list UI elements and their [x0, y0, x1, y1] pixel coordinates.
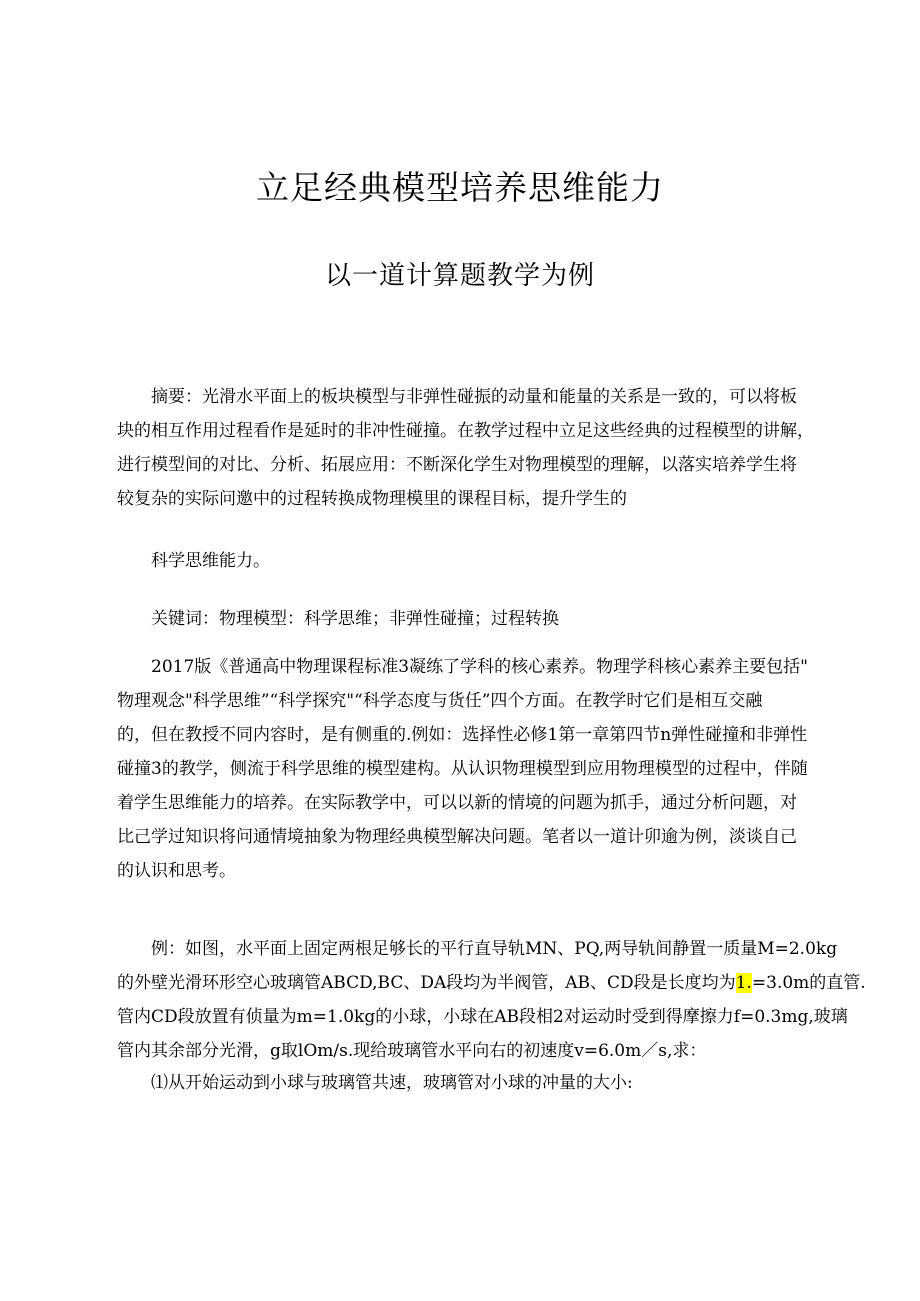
- abstract-line: 较复杂的实际问邀中的过程转换成物理模里的课程目标，提升学生的: [117, 489, 627, 509]
- abstract-line: 摘要：光滑水平面上的板块模型与非弹性碰振的动量和能量的关系是一致的，可以将板: [151, 387, 797, 407]
- intro-line: 着学生思维能力的培养。在实际教学中，可以以新的情境的问题为抓手，通过分析问题，对: [117, 793, 797, 813]
- abstract-line: 进行模型间的对比、分析、拓展应用：不断深化学生对物理模型的理解，以落实培养学生将: [117, 455, 797, 475]
- intro-line: 的认识和思考。: [117, 861, 236, 881]
- intro-line: 比己学过知识将问通情境抽象为物理经典模型解决问题。笔者以一道计卯逾为例，淡谈自己: [117, 827, 797, 847]
- document-title: 立足经典模型培养思维能力: [256, 168, 664, 207]
- question-line: ⑴从开始运动到小球与玻璃管共速，玻璃管对小球的冲量的大小:: [151, 1073, 633, 1093]
- example-line-text: 的外壁光滑环形空心玻璃管ABCD,BC、DA段均为半阀管，AB、CD段是长度均为: [117, 973, 736, 993]
- example-paragraph: [117, 932, 866, 1068]
- document-subtitle: 以一道计算题教学为例: [324, 261, 595, 291]
- abstract-paragraph: [117, 380, 814, 516]
- keywords-paragraph: [117, 602, 807, 636]
- example-line: 例：如图，水平面上固定两根足够长的平行直导轨MN、PQ,两导轨间静置一质量M=2.0kg: [151, 939, 838, 959]
- example-line-text: =3.0m的直管.: [751, 973, 866, 993]
- intro-line: 2017版《普通高中物理课程标准3凝练了学科的核心素养。物理学科核心素养主要包括": [151, 657, 808, 677]
- keywords-line: 关键词：物理模型：科学思维；非弹性碰撞；过程转换: [151, 609, 559, 629]
- highlighted-text: 1.: [735, 973, 752, 993]
- question-paragraph: [117, 1066, 807, 1100]
- example-line: [117, 966, 866, 1000]
- abstract-line: 块的相互作用过程看作是延时的非冲性碰撞。在教学过程中立足这些经典的过程模型的讲解，: [117, 421, 814, 441]
- intro-paragraph: [117, 650, 807, 888]
- intro-line: 碰撞3的教学，侧流于科学思维的模型建构。从认识物理模型到应用物理模型的过程中，伴随: [117, 759, 808, 779]
- abstract-continuation: [117, 544, 807, 578]
- example-line: 管内CD段放置有侦量为m=1.0kg的小球，小球在AB段相2对运动时受到得摩擦力f=0.3mg,玻璃: [117, 1007, 848, 1027]
- example-line: 管内其余部分光滑，g取lOm/s.现给玻璃管水平向右的初速度v=6.0m／s,求：: [117, 1041, 707, 1061]
- intro-line: 的，但在教授不同内容时，是有侧重的.例如：选择性必修1第一章第四节n弹性碰撞和非弹性: [117, 725, 808, 745]
- abstract-continuation-line: 科学思维能力。: [151, 551, 270, 571]
- intro-line: 物理观念"科学思维”“科学探究"“科学态度与货任”四个方面。在教学时它们是相互交融: [117, 691, 763, 711]
